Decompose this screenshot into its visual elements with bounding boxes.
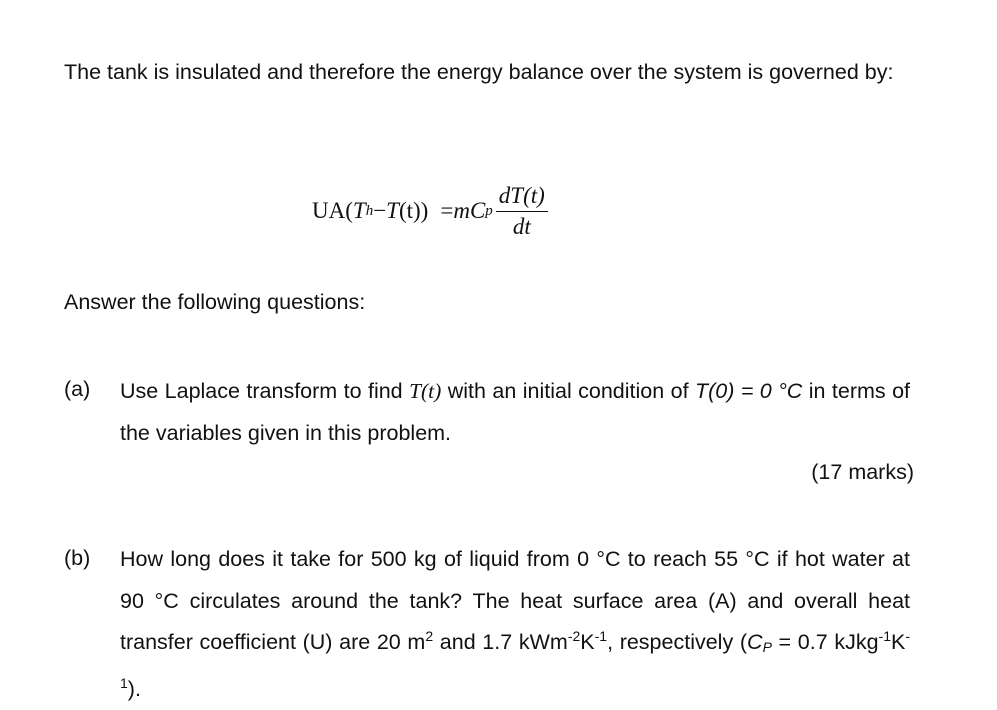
question-b-label: (b) xyxy=(64,546,91,570)
question-a-label: (a) xyxy=(64,377,91,401)
intro-paragraph: The tank is insulated and therefore the energy balance over the system is governed by: xyxy=(64,60,894,84)
qb-exp-m1a: -1 xyxy=(594,628,608,644)
qa-text-2: with an initial condition of xyxy=(441,379,695,403)
eq-numerator: dT(t) xyxy=(496,183,548,212)
eq-c-sub: p xyxy=(485,202,493,219)
question-a-text xyxy=(120,370,910,454)
eq-c: C xyxy=(469,198,486,223)
eq-tt: T xyxy=(386,198,399,223)
eq-equals: = xyxy=(440,198,454,223)
eq-minus: − xyxy=(373,198,387,223)
qb-text-4: , respectively ( xyxy=(607,630,748,654)
eq-fraction xyxy=(496,183,548,240)
qa-func: T(t) xyxy=(409,379,442,403)
eq-m: m xyxy=(453,198,470,223)
qb-cp-c: C xyxy=(747,630,763,654)
eq-denominator: dt xyxy=(512,213,531,239)
energy-balance-equation xyxy=(312,176,548,246)
qb-text-6: K xyxy=(890,630,906,654)
qb-text-3: K xyxy=(580,630,595,654)
answer-prompt: Answer the following questions: xyxy=(64,290,366,314)
question-b-text xyxy=(120,539,910,710)
qb-cp-sub: P xyxy=(762,639,772,655)
qa-text-1: Use Laplace transform to find xyxy=(120,379,410,403)
qa-condition: T(0) = 0 °C xyxy=(695,379,803,403)
qb-text-7: ). xyxy=(127,676,141,701)
eq-tt-arg: (t)) xyxy=(398,198,429,223)
qb-exp-2: 2 xyxy=(425,628,434,644)
qb-exp-m1c: -1 xyxy=(120,628,910,691)
eq-lhs-prefix: UA( xyxy=(312,198,353,223)
eq-th: T xyxy=(352,198,366,223)
qb-text-1: How long does it take for 500 kg of liquid from 0 °C to reach 55 °C if hot water at 90 °C circulates around the tank? The heat surface area (A) and overall heat transfer coefficient (U) are 20 m xyxy=(120,547,910,654)
qb-exp-m2: -2 xyxy=(567,628,581,644)
qb-text-5: = 0.7 kJkg xyxy=(771,630,879,654)
qb-exp-m1b: -1 xyxy=(878,628,891,644)
qb-text-2: and 1.7 kWm xyxy=(433,630,568,654)
qa-text-3: in terms of the variables given in this problem. xyxy=(120,379,911,445)
question-a-marks: (17 marks) xyxy=(811,460,914,484)
eq-th-sub: h xyxy=(365,202,374,219)
